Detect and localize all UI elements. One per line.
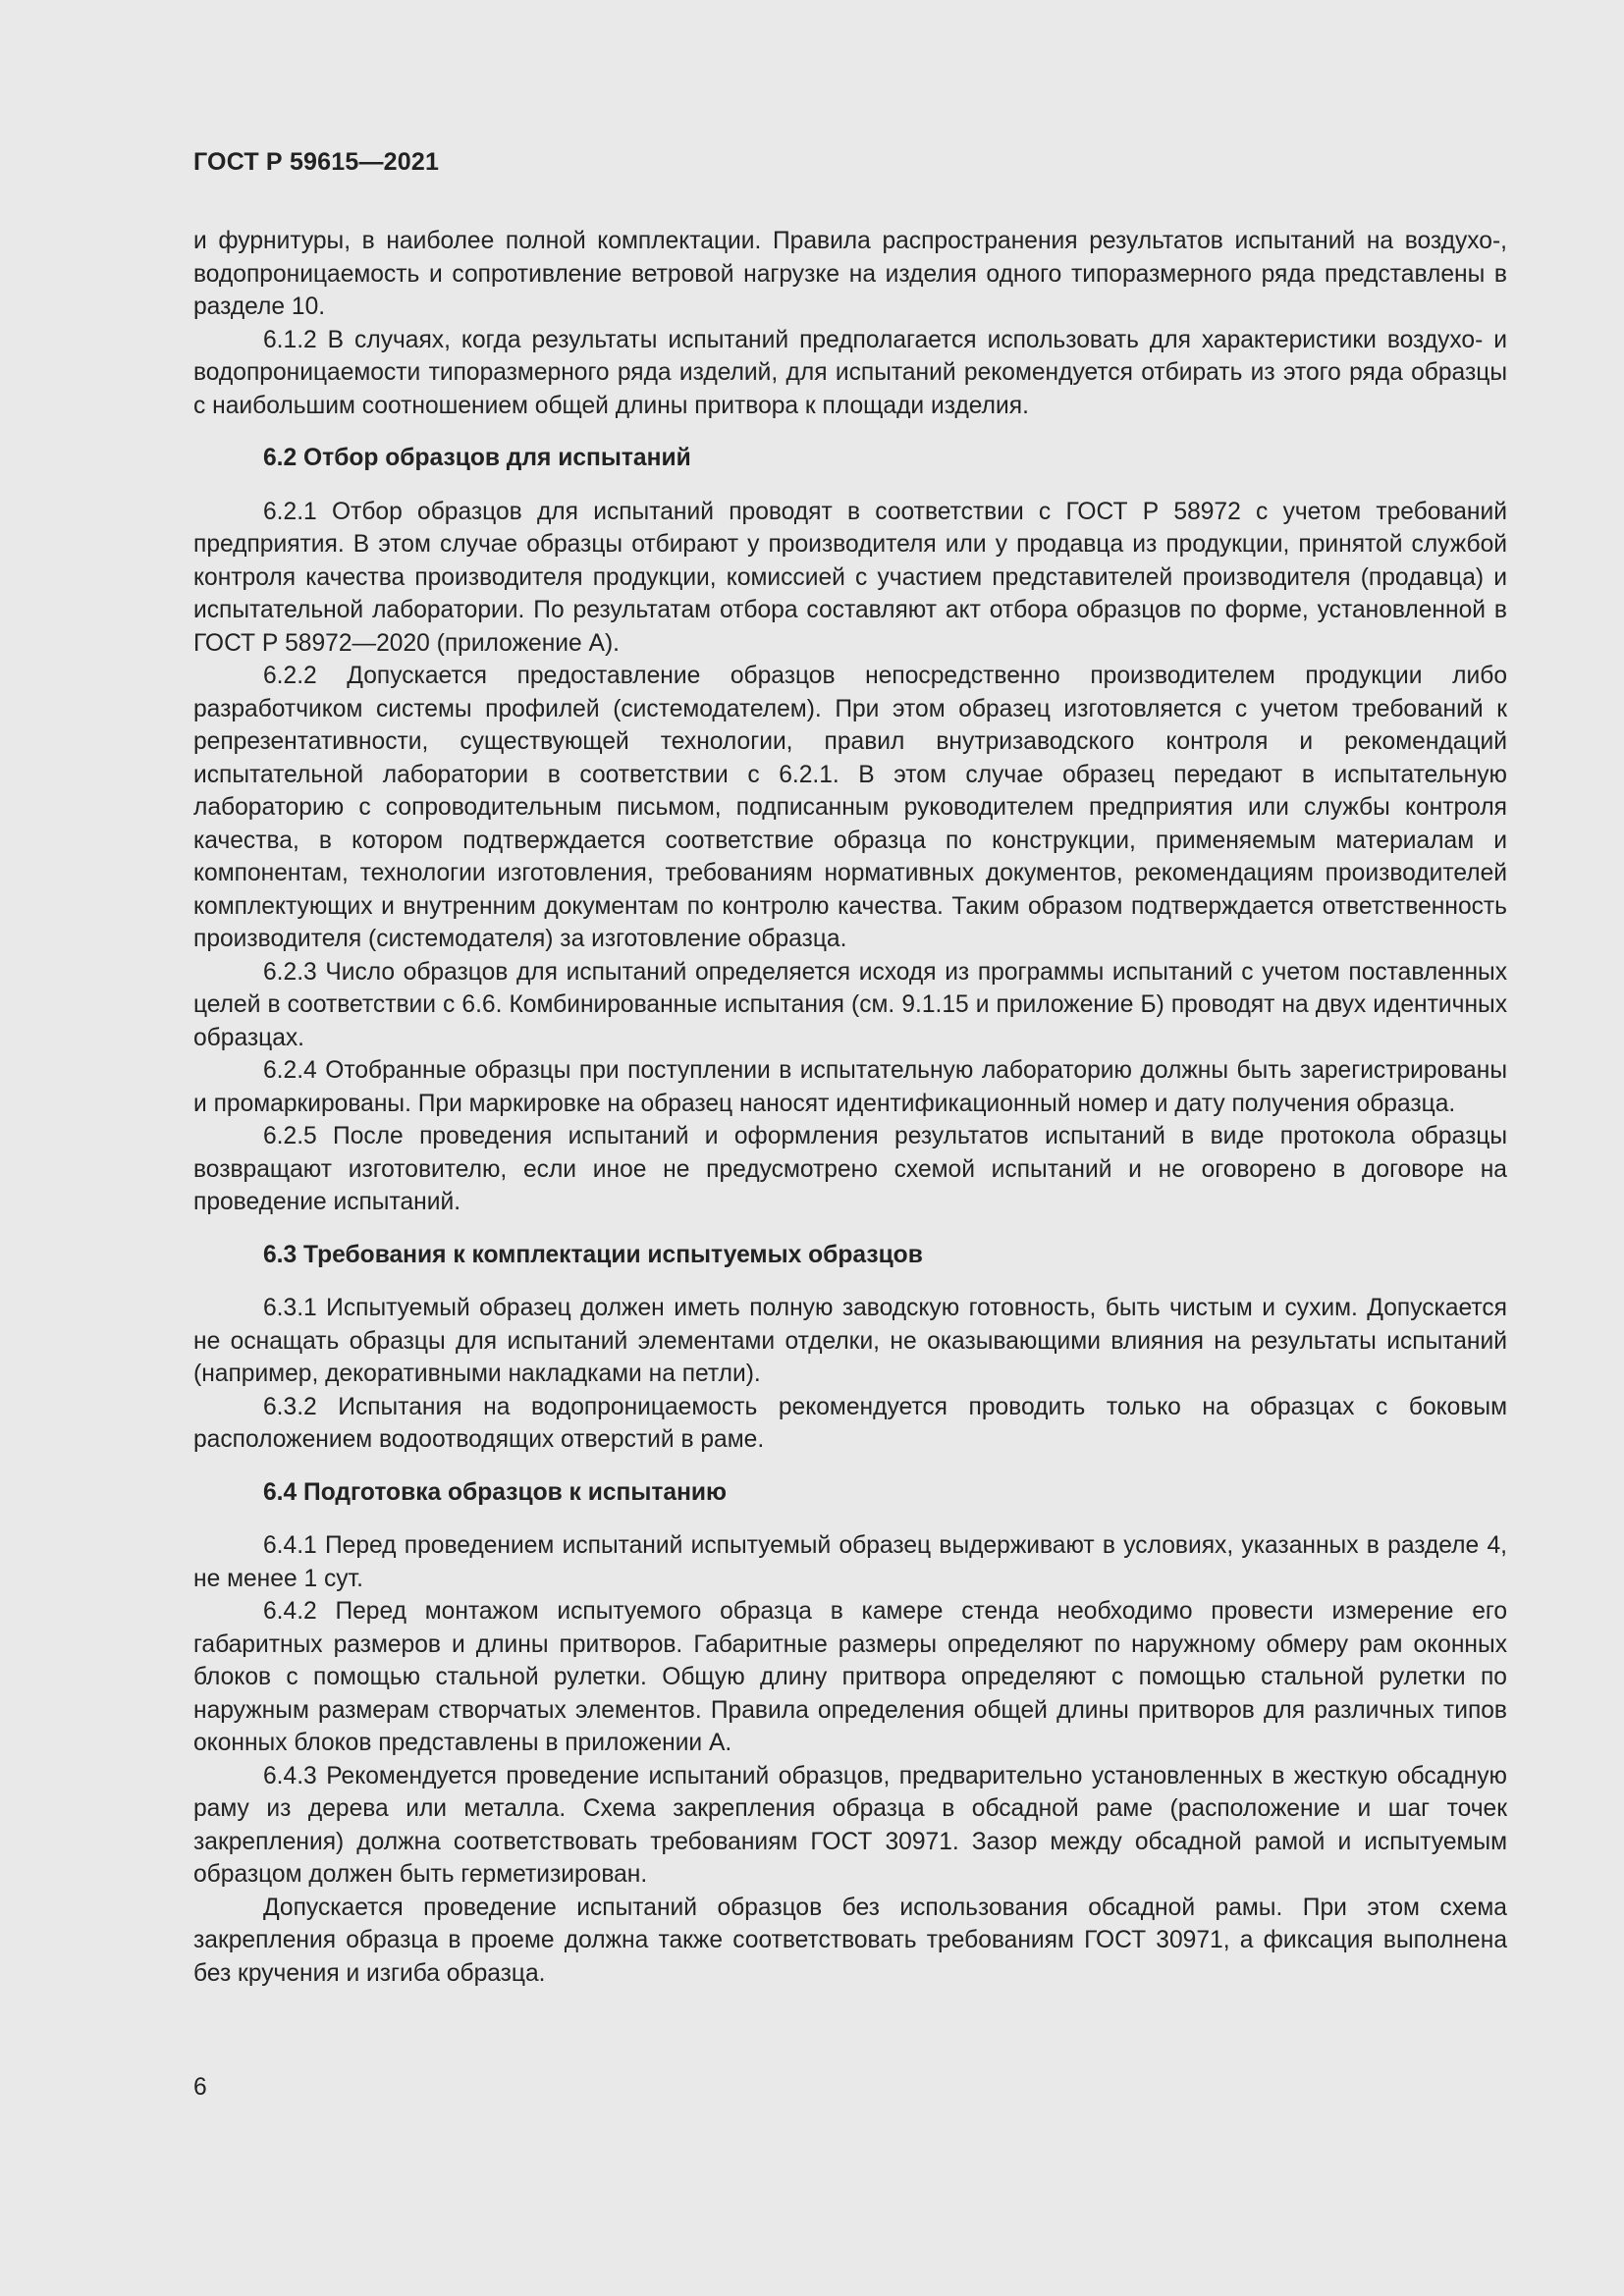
paragraph-6-4-2: 6.4.2 Перед монтажом испытуемого образца в камере стенда необходимо провести измерение его габаритных размеров и длины притворов. Габаритные размеры определяют по наружному обмеру рам оконных блоков с помощью стальной рулетки. Общую длину притвора определяют с помощью стальной рулетки по наружным размерам створчатых элементов. Правила определения общей длины притворов для различных типов оконных блоков представлены в приложении А. [193,1598,1507,1756]
page-number: 6 [193,2074,207,2101]
paragraph-6-4-1: 6.4.1 Перед проведением испытаний испытуемый образец выдерживают в условиях, указанных в разделе 4, не менее 1 сут. [193,1532,1507,1592]
paragraph-6-2-4: 6.2.4 Отобранные образцы при поступлении в испытательную лабораторию должны быть зарегистрированы и промаркированы. При маркировке на образец наносят идентификационный номер и дату получения образца. [193,1057,1507,1117]
section-heading-6-3: 6.3 Требования к комплектации испытуемых образцов [263,1241,923,1268]
paragraph-6-2-2: 6.2.2 Допускается предоставление образцов непосредственно производителем продукции либо разработчиком системы профилей (системодателем). При этом образец изготовляется с учетом требований к репрезентативности, существующей технологии, правил внутризаводского контроля и рекомендаций испытательной лаборатории в соответствии с 6.2.1. В этом случае образец передают в испытательную лабораторию с сопроводительным письмом, подписанным руководителем предприятия или службы контроля качества, в котором подтверждается соответствие образца по конструкции, применяемым материалам и компонентам, технологии изготовления, требованиям нормативных документов, рекомендациям производителей комплектующих и внутренним документам по контролю качества. Таким образом подтверждается ответственность производителя (системодателя) за изготовление образца. [193,663,1507,952]
paragraph-6-2-1: 6.2.1 Отбор образцов для испытаний проводят в соответствии с ГОСТ Р 58972 с учетом требований предприятия. В этом случае образцы отбирают у производителя или у продавца из продукции, принятой службой контроля качества производителя продукции, комиссией с участием представителей производителя (продавца) и испытательной лаборатории. По результатам отбора составляют акт отбора образцов по форме, установленной в ГОСТ Р 58972—2020 (приложение А). [193,498,1507,657]
paragraph-6-2-3: 6.2.3 Число образцов для испытаний определяется исходя из программы испытаний с учетом поставленных целей в соответствии с 6.6. Комбинированные испытания (см. 9.1.15 и приложение Б) проводят на двух идентичных образцах. [193,958,1507,1051]
section-heading-6-2: 6.2 Отбор образцов для испытаний [263,445,691,471]
paragraph-continuation: и фурнитуры, в наиболее полной комплектации. Правила распространения результатов испытаний на воздухо-, водопроницаемость и сопротивление ветровой нагрузке на изделия одного типоразмерного ряда представлены в разделе 10. [193,228,1507,320]
document-body [193,225,1507,1990]
paragraph-6-4-3-continued: Допускается проведение испытаний образцов без использования обсадной рамы. При этом схема закрепления образца в проеме должна также соответствовать требованиям ГОСТ 30971, а фиксация выполнена без кручения и изгиба образца. [193,1894,1507,1987]
paragraph-6-3-1: 6.3.1 Испытуемый образец должен иметь полную заводскую готовность, быть чистым и сухим. Допускается не оснащать образцы для испытаний элементами отделки, не оказывающими влияния на результаты испытаний (например, декоративными накладками на петли). [193,1295,1507,1387]
document-header-id: ГОСТ Р 59615—2021 [193,148,440,176]
paragraph-6-4-3: 6.4.3 Рекомендуется проведение испытаний образцов, предварительно установленных в жесткую обсадную раму из дерева или металла. Схема закрепления образца в обсадной раме (расположение и шаг точек закрепления) должна соответствовать требованиям ГОСТ 30971. Зазор между обсадной рамой и испытуемым образцом должен быть герметизирован. [193,1762,1507,1888]
paragraph-6-3-2: 6.3.2 Испытания на водопроницаемость рекомендуется проводить только на образцах с боковым расположением водоотводящих отверстий в раме. [193,1393,1507,1453]
paragraph-6-1-2: 6.1.2 В случаях, когда результаты испытаний предполагается использовать для характеристики воздухо- и водопроницаемости типоразмерного ряда изделий, для испытаний рекомендуется отбирать из этого ряда образцы с наибольшим соотношением общей длины притвора к площади изделия. [193,326,1507,419]
section-heading-6-4: 6.4 Подготовка образцов к испытанию [263,1478,728,1506]
paragraph-6-2-5: 6.2.5 После проведения испытаний и оформления результатов испытаний в виде протокола образцы возвращают изготовителю, если иное не предусмотрено схемой испытаний и не оговорено в договоре на проведение испытаний. [193,1123,1507,1215]
